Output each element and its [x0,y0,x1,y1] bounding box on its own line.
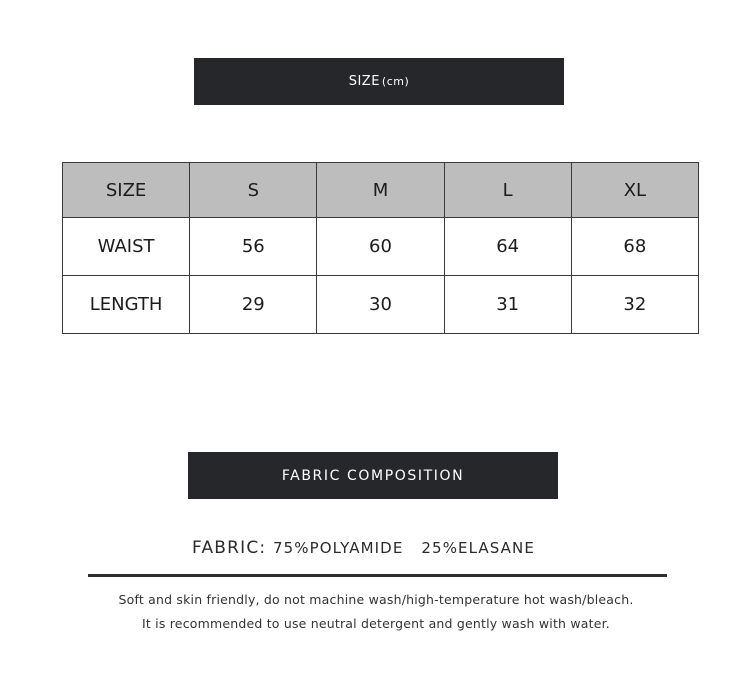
size-banner-unit: (cm) [381,75,410,88]
table-header-cell: M [317,163,444,218]
table-header-cell: XL [571,163,698,218]
size-banner [194,58,564,105]
fabric-composition-line [0,538,727,558]
table-cell: 32 [571,276,698,334]
table-cell: 29 [190,276,317,334]
fabric-composition-banner [188,452,558,499]
table-header-cell: L [444,163,571,218]
table-cell: 31 [444,276,571,334]
table-cell: 64 [444,218,571,276]
table-header-cell: SIZE [63,163,190,218]
table-header-cell: S [190,163,317,218]
care-instruction-2: It is recommended to use neutral detergent and gently wash with water. [142,616,610,631]
table-row [63,218,699,276]
divider [88,574,667,577]
fabric-banner-title: FABRIC COMPOSITION [281,467,465,484]
table-cell: WAIST [63,218,190,276]
table-cell: 60 [317,218,444,276]
table-cell: 68 [571,218,698,276]
table-header-row [63,163,699,218]
size-table [62,162,699,334]
table-cell: 56 [190,218,317,276]
fabric-component-1: 75%POLYAMIDE [272,539,404,557]
table-row [63,276,699,334]
table-cell: 30 [317,276,444,334]
size-banner-title: SIZE [348,74,380,89]
table-cell: LENGTH [63,276,190,334]
fabric-component-2: 25%ELASANE [421,539,535,557]
care-instruction-1: Soft and skin friendly, do not machine wash/high-temperature hot wash/bleach. [118,592,634,607]
fabric-label: FABRIC: [192,538,267,558]
